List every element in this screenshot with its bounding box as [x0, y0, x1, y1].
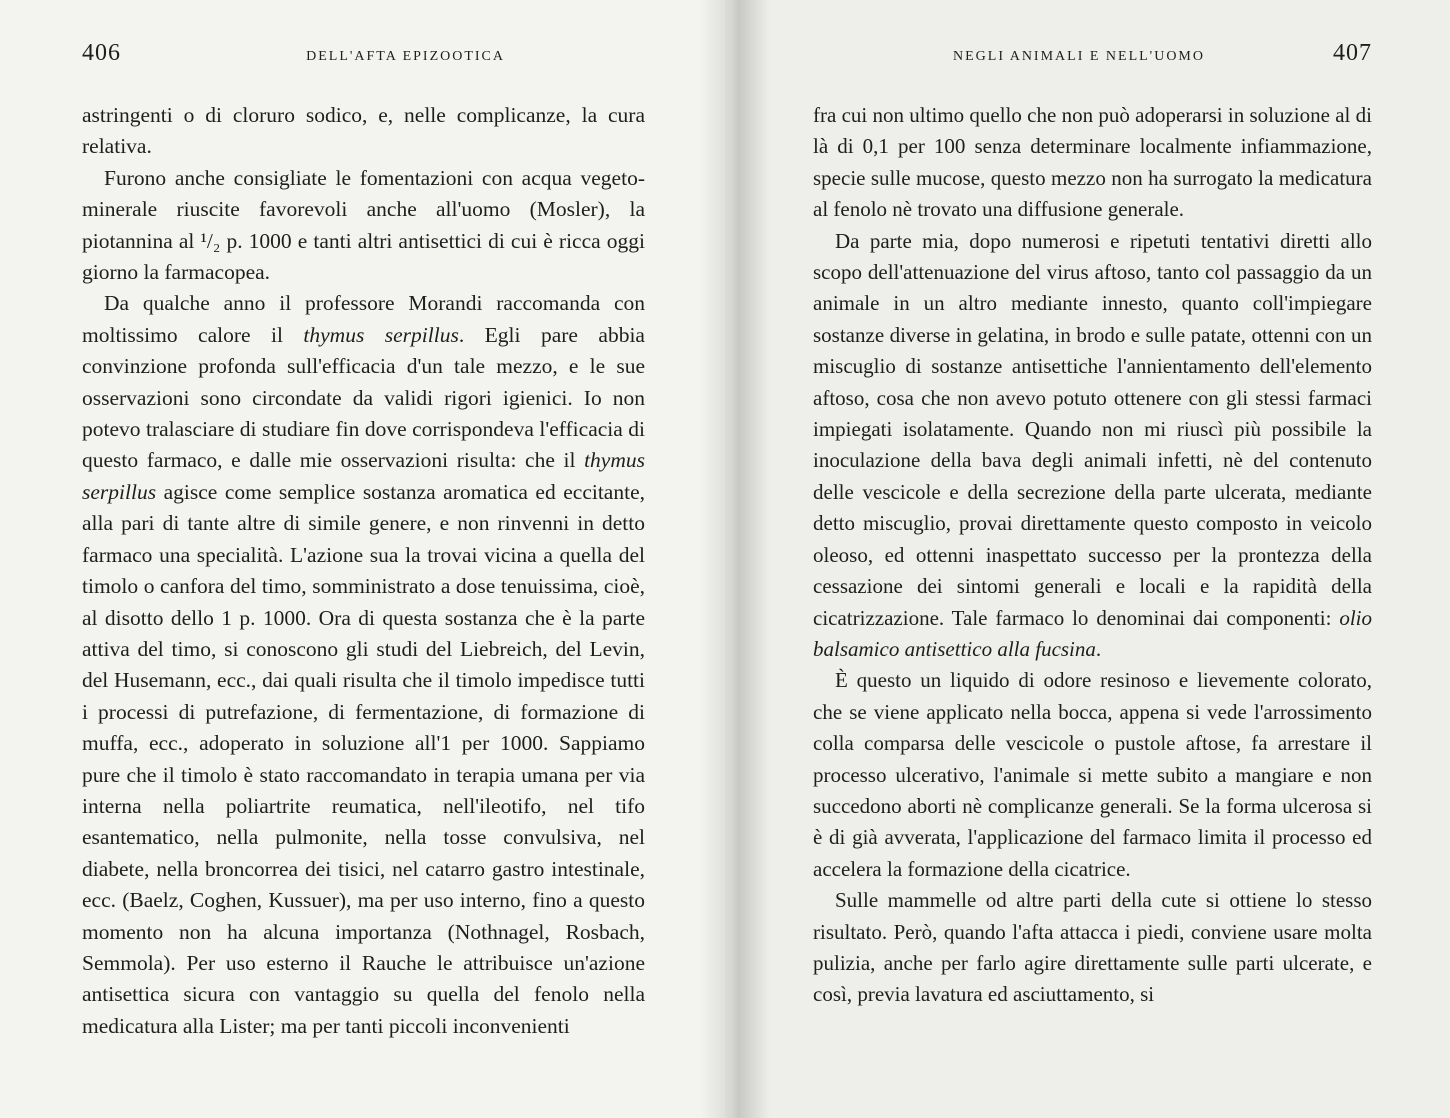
- left-running-title: DELL'AFTA EPIZOOTICA: [306, 49, 505, 64]
- paragraph: fra cui non ultimo quello che non può adoperarsi in soluzione al di là di 0,1 per 100 senza determinare localmente infiammazione, specie sulle mucose, questo mezzo non ha surrogato la medicatura al fenolo nè trovato una diffusione generale.: [813, 103, 1372, 222]
- italic-term: thymus serpillus: [82, 448, 645, 504]
- left-page-number: 406: [82, 40, 121, 66]
- left-body-text: [82, 100, 645, 1042]
- right-page: [725, 0, 1450, 1118]
- paragraph: È questo un liquido di odore resinoso e lievemente colorato, che se viene applicato nella bocca, appena si vede l'arrossimento colla comparsa delle vescicole o pustole aftose, fa arrestare il processo ulcerativo, l'animale si mette subito a mangiare e non succedono aborti nè complicanze generali. Se la forma ulcerosa si è di già avverata, l'applicazione del farmaco limita il processo ed accelera la formazione della cicatrice.: [813, 668, 1372, 881]
- paragraph: astringenti o di cloruro sodico, e, nelle complicanze, la cura relativa.: [82, 103, 645, 159]
- paragraph: Furono anche consigliate le fomentazioni con acqua vegeto-minerale riuscite favorevoli anche all'uomo (Mosler), la piotannina al ¹/₂ p. 1000 e tanti altri antisettici di cui è ricca oggi giorno la farmacopea.: [82, 165, 645, 285]
- right-page-number: 407: [1333, 40, 1372, 66]
- paragraph: Da parte mia, dopo numerosi e ripetuti tentativi diretti allo scopo dell'attenuazione del virus aftoso, tanto col passaggio da un animale in un altro mediante innesto, quanto coll'impiegare sostanze diverse in gelatina, in brodo e sulle patate, ottenni con un miscuglio di sostanze antisettiche l'annientamento dell'elemento aftoso, cosa che non avevo potuto ottenere con gli stessi farmaci impiegati isolatamente. Quando non mi riuscì più possibile la inoculazione della bava degli animali infetti, nè del contenuto delle vescicole e della secrezione della parte ulcerata, mediante detto miscuglio, provai direttamente questo composto in veicolo oleoso, ed ottenni inaspettato successo per la prontezza della cessazione dei sintomi generali e locali e la rapidità della cicatrizzazione. Tale farmaco lo denominai dai componenti: olio balsamico antisettico alla fucsina.: [813, 228, 1372, 661]
- italic-term: olio balsamico antisettico alla fucsina: [813, 605, 1372, 661]
- paragraph: Da qualche anno il professore Morandi raccomanda con moltissimo calore il thymus serpillus. Egli pare abbia convinzione profonda sull'efficacia d'un tale mezzo, e le sue osservazioni sono circondate da validi rigori igienici. Io non potevo tralasciare di studiare fin dove corrispondeva l'efficacia di questo farmaco, e dalle mie osservazioni risulta: che il thymus serpillus agisce come semplice sostanza aromatica ed eccitante, alla pari di tante altre di simile genere, e non rinvenni in detto farmaco una specialità. L'azione sua la trovai vicina a quella del timolo o canfora del timo, somministrato a dose tenuissima, cioè, al disotto dello 1 p. 1000. Ora di questa sostanza che è la parte attiva del timo, si conoscono gli studi del Liebreich, del Levin, del Husemann, ecc., dai quali risulta che il timolo impedisce tutti i processi di putrefazione, di fermentazione, di formazione di muffa, ecc., adoperato in soluzione all'1 per 1000. Sappiamo pure che il timolo è stato raccomandato in terapia umana per via interna nella poliartrite reumatica, nell'ileotifo, nel tifo esantematico, nella pulmonite, nella tosse convulsiva, nel diabete, nella broncorrea dei tisici, nel catarro gastro intestinale, ecc. (Baelz, Coghen, Kussuer), ma per uso interno, fino a questo momento non ha alcuna importanza (Nothnagel, Rosbach, Semmola). Per uso esterno il Rauche le attribuisce un'azione antisettica sicura con vantaggio su quella del fenolo nella medicatura alla Lister; ma per tanti piccoli inconvenienti: [82, 291, 645, 1038]
- italic-term: thymus serpillus: [303, 322, 459, 347]
- right-running-head: [813, 40, 1372, 80]
- right-running-title: NEGLI ANIMALI E NELL'UOMO: [953, 49, 1205, 64]
- paragraph: Sulle mammelle od altre parti della cute si ottiene lo stesso risultato. Però, quando l'afta attacca i piedi, conviene usare molta pulizia, anche per farlo agire direttamente sulle parti ulcerate, e così, previa lavatura ed asciuttamento, si: [813, 888, 1372, 1007]
- left-running-head: [82, 40, 645, 80]
- right-body-text: [813, 100, 1372, 1011]
